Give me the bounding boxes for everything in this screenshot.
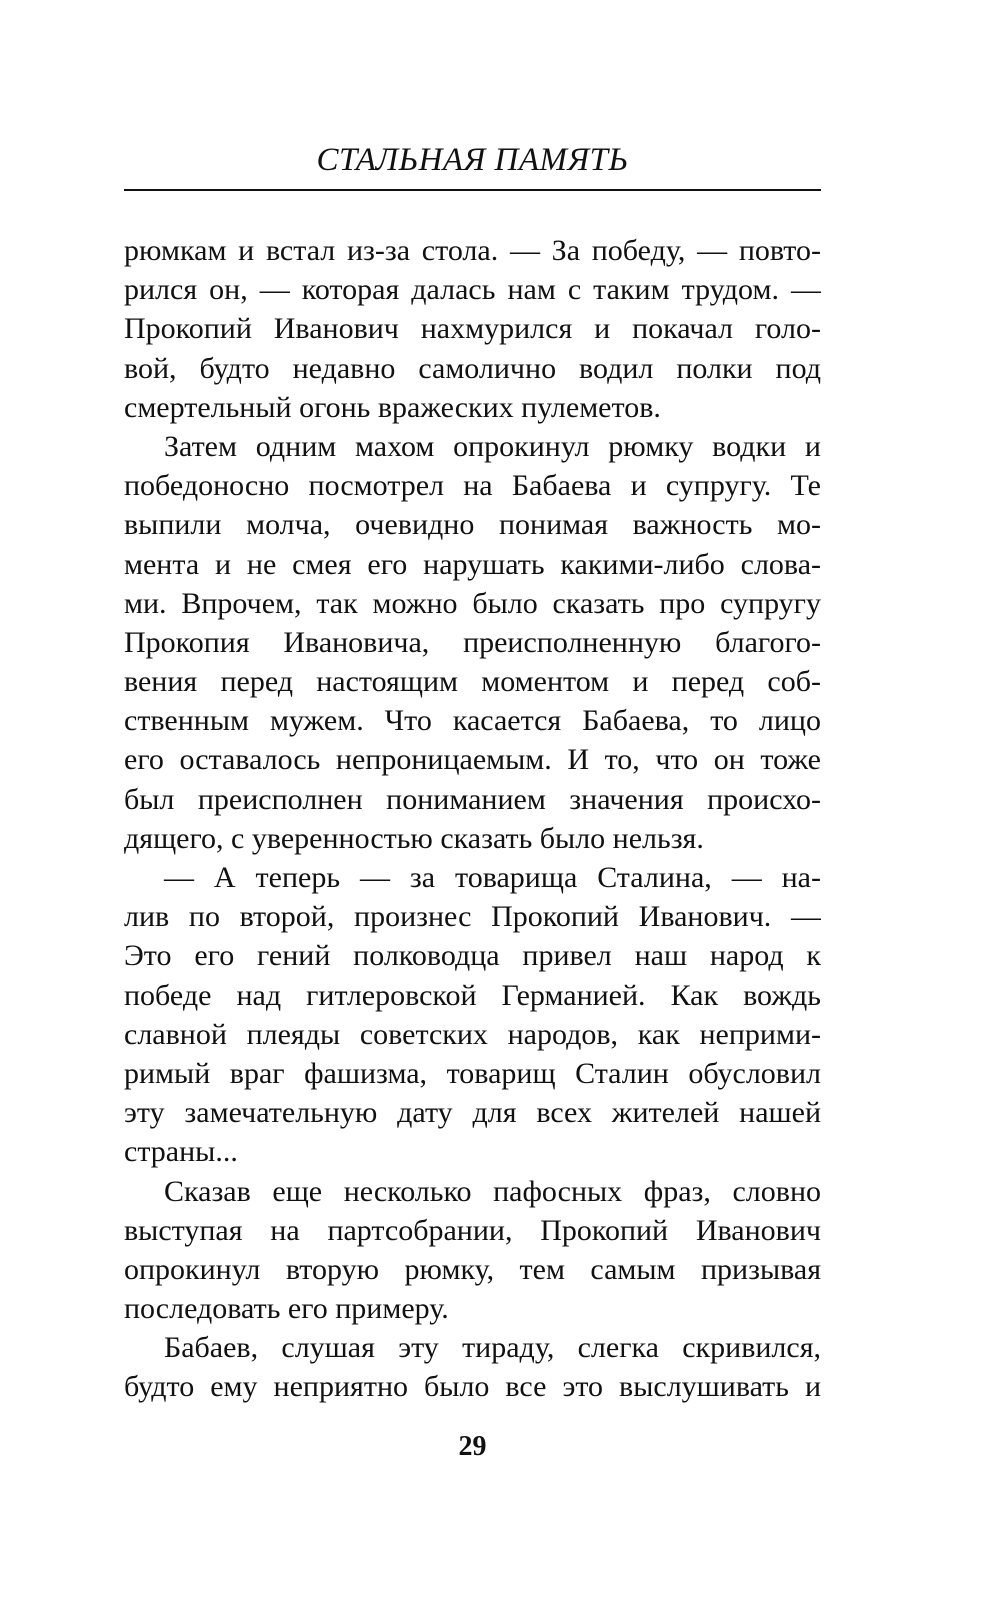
running-head: СТАЛЬНАЯ ПАМЯТЬ: [316, 142, 629, 178]
text-line: дящего, с уверенностью сказать было нельзя.: [124, 821, 704, 855]
text-line: вой, будто недавно самолично водил полки под: [124, 351, 821, 385]
text-line: победе над гитлеровской Германией. Как вождь: [124, 978, 821, 1012]
text-line: — А теперь — за товарища Сталина, — на-: [164, 861, 821, 894]
text-line: рился он, — которая далась нам с таким трудом. —: [124, 273, 821, 307]
text-line: Затем одним махом опрокинул рюмку водки и: [164, 429, 821, 463]
text-line: Бабаев, слушая эту тираду, слегка скривился,: [164, 1331, 821, 1365]
text-line: Прокопий Иванович нахмурился и покачал голо-: [124, 312, 821, 346]
text-line: лив по второй, произнес Прокопий Иванович. —: [124, 900, 821, 934]
text-line: мента и не смея его нарушать какими-либо слова-: [124, 547, 821, 581]
text-line: вения перед настоящим моментом и перед соб-: [124, 665, 821, 699]
text-line: был преисполнен пониманием значения происхо-: [124, 782, 821, 816]
text-line: смертельный огонь вражеских пулеметов.: [124, 390, 661, 424]
text-line: рюмкам и встал из-за стола. — За победу, — повто-: [124, 234, 821, 267]
text-line: опрокинул вторую рюмку, тем самым призывая: [124, 1252, 821, 1286]
text-line: его оставалось непроницаемым. И то, что он тоже: [124, 743, 821, 777]
text-line: ственным мужем. Что касается Бабаева, то лицо: [124, 704, 821, 738]
text-line: славной плеяды советских народов, как неприми-: [124, 1017, 821, 1051]
page-number: 29: [458, 1431, 487, 1462]
text-line: страны...: [124, 1135, 238, 1169]
text-line: выступая на партсобрании, Прокопий Иванович: [124, 1213, 821, 1247]
text-line: эту замечательную дату для всех жителей нашей: [124, 1096, 821, 1130]
text-line: будто ему неприятно было все это выслушивать и: [124, 1370, 821, 1404]
text-line: победоносно посмотрел на Бабаева и супругу. Те: [124, 469, 821, 503]
text-line: римый враг фашизма, товарищ Сталин обусловил: [124, 1056, 821, 1090]
text-line: Сказав еще несколько пафосных фраз, словно: [164, 1174, 821, 1208]
text-line: последовать его примеру.: [124, 1292, 449, 1326]
text-line: Прокопия Ивановича, преисполненную благого-: [124, 625, 821, 659]
body-text: [124, 231, 821, 1407]
header-rule: [124, 189, 821, 191]
text-line: выпили молча, очевидно понимая важность мо-: [124, 508, 821, 542]
text-line: Это его гений полководца привел наш народ к: [124, 939, 821, 973]
text-line: ми. Впрочем, так можно было сказать про супругу: [124, 586, 821, 620]
